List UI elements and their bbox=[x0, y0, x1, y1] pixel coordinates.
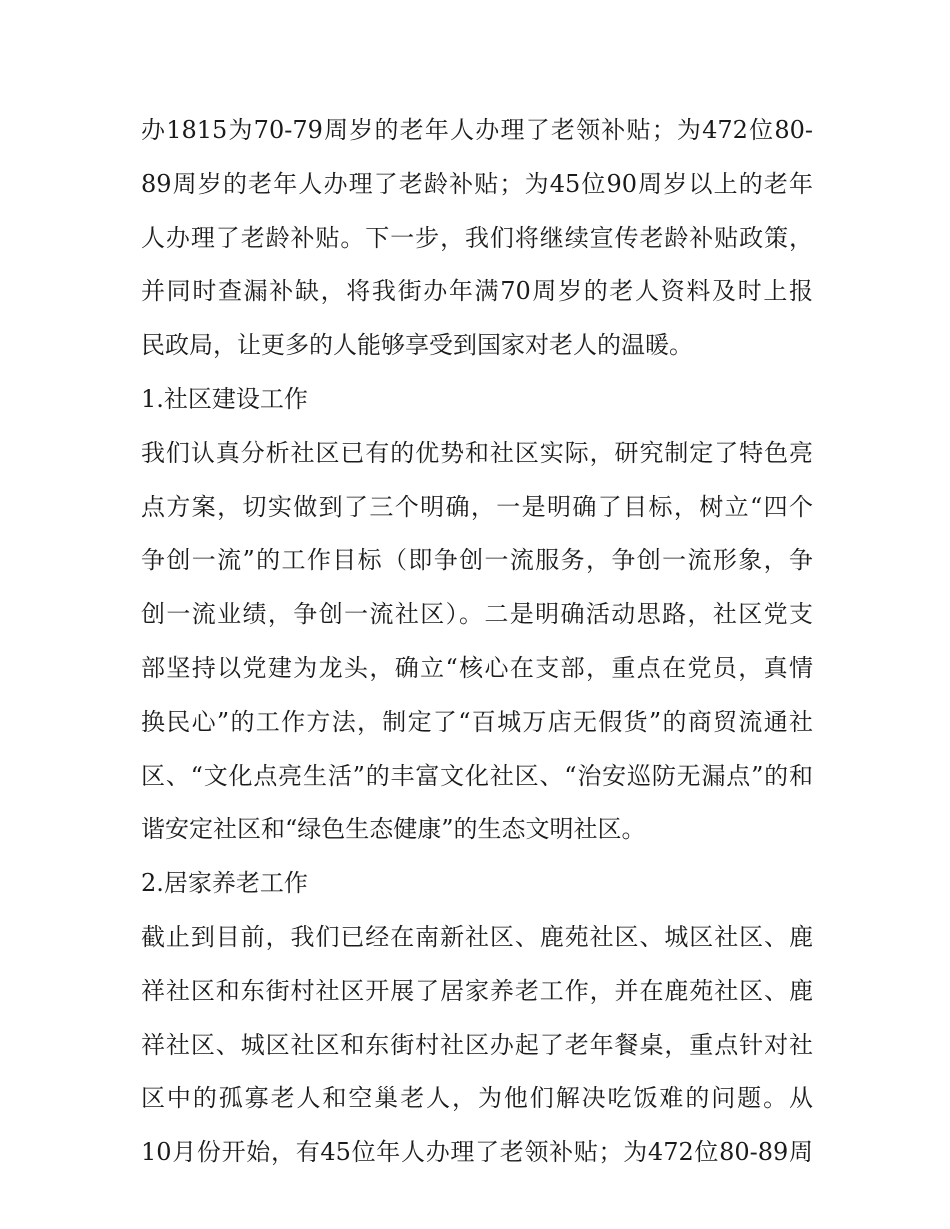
text-line: 点方案，切实做到了三个明确，一是明确了目标，树立“四个 bbox=[141, 492, 813, 521]
text-line: 截止到目前，我们已经在南新社区、鹿苑社区、城区社区、鹿 bbox=[141, 922, 813, 951]
text-line: 创一流业绩，争创一流社区）。二是明确活动思路，社区党支 bbox=[141, 600, 813, 629]
text-line: 区中的孤寡老人和空巢老人，为他们解决吃饭难的问题。从 bbox=[141, 1084, 813, 1113]
text-line: 祥社区、城区社区和东街村社区办起了老年餐桌，重点针对社 bbox=[141, 1030, 813, 1059]
text-line: 办1815为70-79周岁的老年人办理了老领补贴；为472位80- bbox=[141, 116, 813, 144]
document-body-text bbox=[141, 104, 813, 1180]
text-line: 89周岁的老年人办理了老龄补贴；为45位90周岁以上的老年 bbox=[141, 169, 813, 198]
text-line: 换民心”的工作方法，制定了“百城万店无假货”的商贸流通社 bbox=[141, 707, 813, 736]
text-line: 部坚持以党建为龙头，确立“核心在支部，重点在党员，真情 bbox=[141, 653, 813, 682]
text-line: 并同时查漏补缺，将我街办年满70周岁的老人资料及时上报 bbox=[141, 277, 813, 306]
text-line: 人办理了老龄补贴。下一步，我们将继续宣传老龄补贴政策， bbox=[141, 223, 813, 252]
text-line: 谐安定社区和“绿色生态健康”的生态文明社区。 bbox=[141, 815, 646, 844]
text-line: 祥社区和东街村社区开展了居家养老工作，并在鹿苑社区、鹿 bbox=[141, 976, 813, 1005]
text-line: 我们认真分析社区已有的优势和社区实际，研究制定了特色亮 bbox=[141, 438, 813, 467]
text-line: 争创一流”的工作目标（即争创一流服务，争创一流形象，争 bbox=[141, 546, 813, 575]
section-heading: 1.社区建设工作 bbox=[141, 384, 308, 413]
text-line: 民政局，让更多的人能够享受到国家对老人的温暖。 bbox=[141, 331, 693, 360]
section-heading: 2.居家养老工作 bbox=[141, 869, 308, 898]
text-line: 区、“文化点亮生活”的丰富文化社区、“治安巡防无漏点”的和 bbox=[141, 761, 813, 790]
text-line: 10月份开始，有45位年人办理了老领补贴；为472位80-89周 bbox=[141, 1138, 813, 1167]
